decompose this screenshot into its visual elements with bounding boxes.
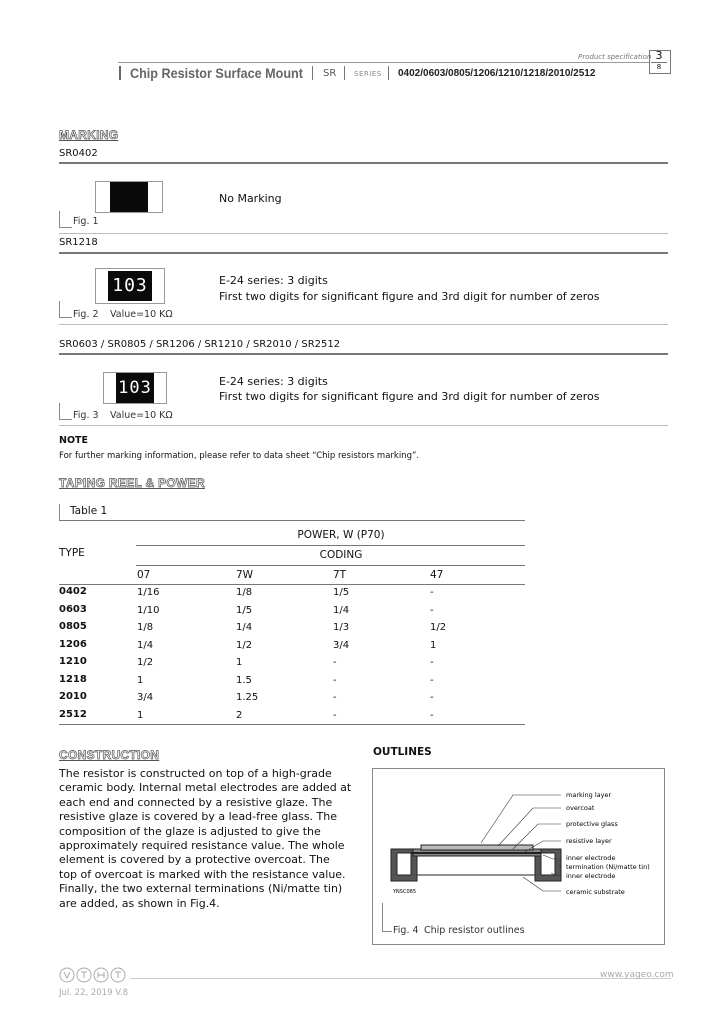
table-rule [136,545,525,546]
header-separator [388,66,389,80]
table-cell: - [430,692,434,703]
marking-desc: No Marking [219,192,282,205]
construction-line: Finally, the two external terminations (Ni/matte tin) [59,882,343,896]
marking-desc: E-24 series: 3 digits [219,375,328,388]
outlines-heading: OUTLINES [373,746,432,758]
chip-1218 [95,268,165,304]
table-cell: 1/5 [236,604,253,616]
construction-line: element is covered by a protective overcoat. The [59,853,330,867]
header-separator [312,66,313,80]
table-cell-type: 2010 [59,691,87,702]
table-cell: - [430,674,434,686]
document-title: Chip Resistor Surface Mount [130,65,303,81]
chip-marking-digits: 103 [116,373,154,403]
table-row [59,655,525,673]
construction-paragraph [59,767,359,911]
marking-desc: E-24 series: 3 digits [219,274,328,287]
table-cell-type: 2512 [59,708,87,720]
header-accent-bar [119,66,121,80]
certification-logos [59,967,129,987]
table-cell: - [333,674,337,686]
marking-desc: First two digits for significant figure and 3rd digit for number of zeros [219,290,600,303]
table-cell: - [333,692,337,703]
table-cell: 1/4 [333,604,350,616]
table-cell: - [430,587,434,598]
table-cell: 1.25 [236,692,259,703]
model-label-sr1218: SR1218 [59,237,98,248]
chip-marking-digits: 103 [108,271,152,301]
table-cell-type: 1210 [59,656,87,667]
table-cell-type: 0402 [59,586,87,597]
table-cell: - [333,709,337,721]
footer-rule [130,978,671,979]
outline-figure-box [372,768,665,945]
code-7t: 7T [333,569,347,581]
marking-desc: First two digits for significant figure and 3rd digit for number of zeros [219,390,600,403]
table-row [59,638,525,656]
cert-icons [59,967,129,983]
table-bracket [59,504,69,520]
table-cell: - [430,709,434,721]
code-47: 47 [430,569,444,581]
power-table-body [59,585,525,725]
table-cell: 1/2 [430,622,447,633]
diagram-label: marking layer [566,791,612,799]
table-cell: 1/8 [137,622,154,633]
model-list: 0402/0603/0805/1206/1210/1218/2010/2512 [398,68,596,79]
code-07: 07 [137,569,151,581]
fig-label: Fig. 3 [73,410,99,421]
fig-label: Fig. 2 [73,309,99,320]
construction-line: top of overcoat is marked with the resistance value. [59,867,346,881]
header-rule [118,62,649,63]
table-cell: 1/10 [137,604,160,616]
table-cell: 1/4 [137,639,154,651]
section-rule [59,425,668,426]
section-rule [59,162,668,164]
table-row [59,673,525,691]
taping-heading: TAPING REEL & POWER [59,476,205,490]
value-label: Value=10 KΩ [110,410,173,421]
fig-bracket [382,903,392,932]
diagram-label: protective glass [566,820,618,828]
construction-line: approximately required resistance value. The whole [59,839,345,853]
table-row [59,620,525,638]
table-row [59,603,525,621]
table-cell: 1/8 [236,587,253,598]
code-7w: 7W [236,569,254,581]
table-cell: 1/5 [333,587,350,598]
note-text: For further marking information, please refer to data sheet “Chip resistors marking”. [59,451,420,461]
chip-0603-group [103,372,167,404]
table-row [59,708,525,726]
section-rule [59,324,668,325]
table-rule [136,565,525,566]
table-cell: 1/4 [236,622,253,633]
table-cell: 3/4 [137,692,154,703]
table-cell-type: 0805 [59,621,87,632]
construction-line: resistive glaze is covered by a lead-free glass. The [59,810,338,824]
model-label-sr0402: SR0402 [59,148,98,159]
table-cell: 2 [236,709,243,721]
diagram-label: overcoat [566,804,595,812]
marking-heading: MARKING [59,128,119,142]
diagram-label: resistive layer [566,837,612,845]
diagram-code: YNSC085 [393,889,417,895]
table-row [59,690,525,708]
diagram-label: termination (Ni/matte tin) [566,863,650,871]
construction-heading: CONSTRUCTION [59,748,160,762]
page-total: 8 [656,63,662,71]
diagram-label: ceramic substrate [566,888,625,896]
table-row [59,585,525,603]
table-cell: - [333,657,337,668]
table-cell: 1 [236,657,243,668]
table-cell-type: 1218 [59,673,87,685]
table-top-rule [59,520,525,521]
note-title: NOTE [59,435,88,446]
table-cell: 1/16 [137,587,160,598]
table-cell: - [430,604,434,616]
table-cell: - [430,657,434,668]
fig-caption: Chip resistor outlines [424,925,525,936]
coding-header: CODING [319,549,363,561]
table-cell: 1/2 [236,639,253,651]
table-cell-type: 0603 [59,603,87,615]
section-rule [59,233,668,234]
series-code: SR [323,68,337,79]
power-header: POWER, W (P70) [297,529,385,541]
table-cell: 1/2 [137,657,154,668]
series-label: SERIES [354,70,382,78]
product-spec-label: Product specification [578,53,652,61]
page-current: 3 [655,49,663,62]
header-separator [344,66,345,80]
table-cell-type: 1206 [59,638,87,650]
fig-bracket [59,301,72,318]
construction-line: are added, as shown in Fig.4. [59,896,220,910]
construction-line: each end and connected by a resistive glaze. The [59,795,333,809]
diagram-label: inner electrode [566,854,616,862]
model-label-group: SR0603 / SR0805 / SR1206 / SR1210 / SR2010 / SR2512 [59,339,341,350]
chip-0402 [95,181,163,213]
construction-line: The resistor is constructed on top of a high-grade [59,767,332,780]
footer-url[interactable]: www.yageo.com [600,970,674,980]
fig-bracket [59,403,72,420]
construction-line: composition of the glaze is adjusted to give the [59,824,321,838]
table-title: Table 1 [70,505,108,517]
table-cell: 3/4 [333,639,350,651]
table-cell: 1 [137,674,144,686]
table-cell: 1 [430,639,437,651]
type-header: TYPE [59,547,85,559]
construction-line: ceramic body. Internal metal electrodes are added at [59,781,352,795]
section-rule [59,252,668,254]
fig-label: Fig. 1 [73,216,99,227]
value-label: Value=10 KΩ [110,309,173,320]
chip-cross-section-diagram [373,769,664,944]
table-cell: 1.5 [236,674,252,686]
section-rule [59,353,668,355]
diagram-label: inner electrode [566,872,616,880]
fig-bracket [59,211,72,228]
fig-label: Fig. 4 [393,925,419,936]
footer-date: Jul. 22, 2019 V.8 [59,988,129,998]
table-cell: 1 [137,709,144,721]
table-cell: 1/3 [333,622,350,633]
